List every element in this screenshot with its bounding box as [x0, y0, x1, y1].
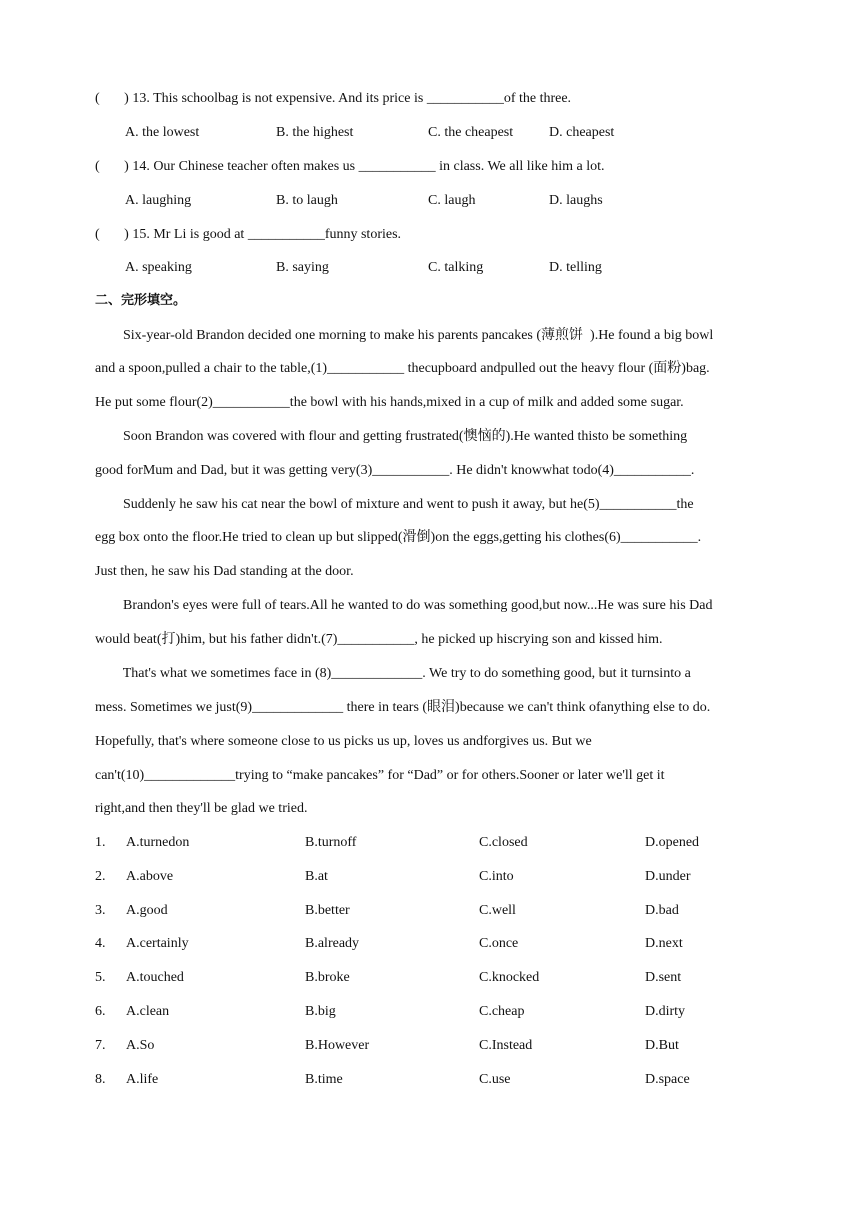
question-13-stem: ( ) 13. This schoolbag is not expensive. And its price is ___________of the three. — [95, 91, 572, 106]
question-13-options — [125, 123, 825, 143]
cloze-option-row — [95, 1002, 795, 1022]
option-c: C. laugh — [428, 193, 476, 208]
cloze-option-row — [95, 1036, 795, 1056]
option-d: D.under — [645, 869, 691, 884]
row-number: 2. — [95, 869, 106, 884]
cloze-option-row — [95, 1070, 795, 1090]
cloze-option-row — [95, 934, 795, 954]
option-a: A.touched — [126, 970, 184, 985]
option-c: C.Instead — [479, 1038, 533, 1053]
option-c: C.well — [479, 903, 516, 918]
option-d: D. cheapest — [549, 125, 615, 140]
option-c: C.cheap — [479, 1004, 525, 1019]
option-a: A.So — [126, 1038, 155, 1053]
option-c: C.knocked — [479, 970, 540, 985]
option-c: C.closed — [479, 835, 528, 850]
row-number: 1. — [95, 835, 106, 850]
option-d: D.space — [645, 1072, 690, 1087]
row-number: 3. — [95, 903, 106, 918]
option-d: D.But — [645, 1038, 679, 1053]
option-b: B.already — [305, 936, 360, 951]
option-a: A. the lowest — [125, 125, 200, 140]
section-title: 二、完形填空。 — [95, 293, 187, 308]
option-a: A.certainly — [126, 936, 189, 951]
row-number: 4. — [95, 936, 106, 951]
passage-line: Just then, he saw his Dad standing at the door. — [95, 564, 354, 579]
option-c: C.into — [479, 869, 514, 884]
option-b: B.at — [305, 869, 328, 884]
cloze-option-row — [95, 867, 795, 887]
option-d: D. telling — [549, 260, 602, 275]
passage-line: That's what we sometimes face in (8)_____________. We try to do something good, but it turnsinto a — [95, 666, 691, 681]
passage-line: can't(10)_____________trying to “make pancakes” for “Dad” or for others.Sooner or later we'll get it — [95, 768, 665, 783]
passage-line: Brandon's eyes were full of tears.All he wanted to do was something good,but now...He was sure his Dad — [95, 598, 713, 613]
option-a: A.good — [126, 903, 168, 918]
option-b: B.turnoff — [305, 835, 357, 850]
option-a: A.above — [126, 869, 174, 884]
option-b: B. to laugh — [276, 193, 338, 208]
row-number: 5. — [95, 970, 106, 985]
passage-line: and a spoon,pulled a chair to the table,(1)___________ thecupboard andpulled out the heavy flour (面粉)bag. — [95, 361, 710, 376]
passage-line: good forMum and Dad, but it was getting very(3)___________. He didn't knowwhat todo(4)___________. — [95, 463, 695, 478]
passage-line: Six-year-old Brandon decided one morning to make his parents pancakes (薄煎饼 ).He found a big bowl — [95, 328, 714, 343]
question-14-options — [125, 191, 825, 211]
passage-line: He put some flour(2)___________the bowl with his hands,mixed in a cup of milk and added some sugar. — [95, 395, 684, 410]
row-number: 6. — [95, 1004, 106, 1019]
option-d: D.bad — [645, 903, 679, 918]
option-c: C. talking — [428, 260, 484, 275]
cloze-option-row — [95, 901, 795, 921]
option-a: A. laughing — [125, 193, 192, 208]
option-a: A.turnedon — [126, 835, 190, 850]
option-a: A.clean — [126, 1004, 170, 1019]
passage-line: egg box onto the floor.He tried to clean up but slipped(滑倒)on the eggs,getting his clothes(6)___________. — [95, 530, 702, 545]
passage-line: would beat(打)him, but his father didn't.(7)___________, he picked up hiscrying son and kissed him. — [95, 632, 663, 647]
passage-line: mess. Sometimes we just(9)_____________ there in tears (眼泪)because we can't think ofanything else to do. — [95, 700, 711, 715]
passage-line: Hopefully, that's where someone close to us picks us up, loves us andforgives us. But we — [95, 734, 592, 749]
question-15-stem: ( ) 15. Mr Li is good at ___________funny stories. — [95, 227, 402, 242]
option-d: D.sent — [645, 970, 682, 985]
option-b: B.However — [305, 1038, 370, 1053]
option-b: B.broke — [305, 970, 350, 985]
cloze-option-row — [95, 833, 795, 853]
passage-line: right,and then they'll be glad we tried. — [95, 801, 308, 816]
passage-line: Soon Brandon was covered with flour and getting frustrated(懊恼的).He wanted thisto be something — [95, 429, 688, 444]
passage-line: Suddenly he saw his cat near the bowl of mixture and went to push it away, but he(5)___________the — [95, 497, 694, 512]
option-d: D.next — [645, 936, 683, 951]
question-15-options — [125, 258, 825, 278]
option-b: B. saying — [276, 260, 329, 275]
question-14-stem: ( ) 14. Our Chinese teacher often makes us ___________ in class. We all like him a lot. — [95, 159, 605, 174]
option-b: B. the highest — [276, 125, 354, 140]
option-a: A.life — [126, 1072, 159, 1087]
option-c: C.use — [479, 1072, 511, 1087]
option-c: C. the cheapest — [428, 125, 514, 140]
option-b: B.big — [305, 1004, 336, 1019]
option-a: A. speaking — [125, 260, 192, 275]
option-d: D.opened — [645, 835, 700, 850]
option-d: D. laughs — [549, 193, 603, 208]
option-c: C.once — [479, 936, 519, 951]
option-b: B.time — [305, 1072, 343, 1087]
option-d: D.dirty — [645, 1004, 686, 1019]
cloze-option-row — [95, 968, 795, 988]
option-b: B.better — [305, 903, 350, 918]
row-number: 8. — [95, 1072, 106, 1087]
row-number: 7. — [95, 1038, 106, 1053]
